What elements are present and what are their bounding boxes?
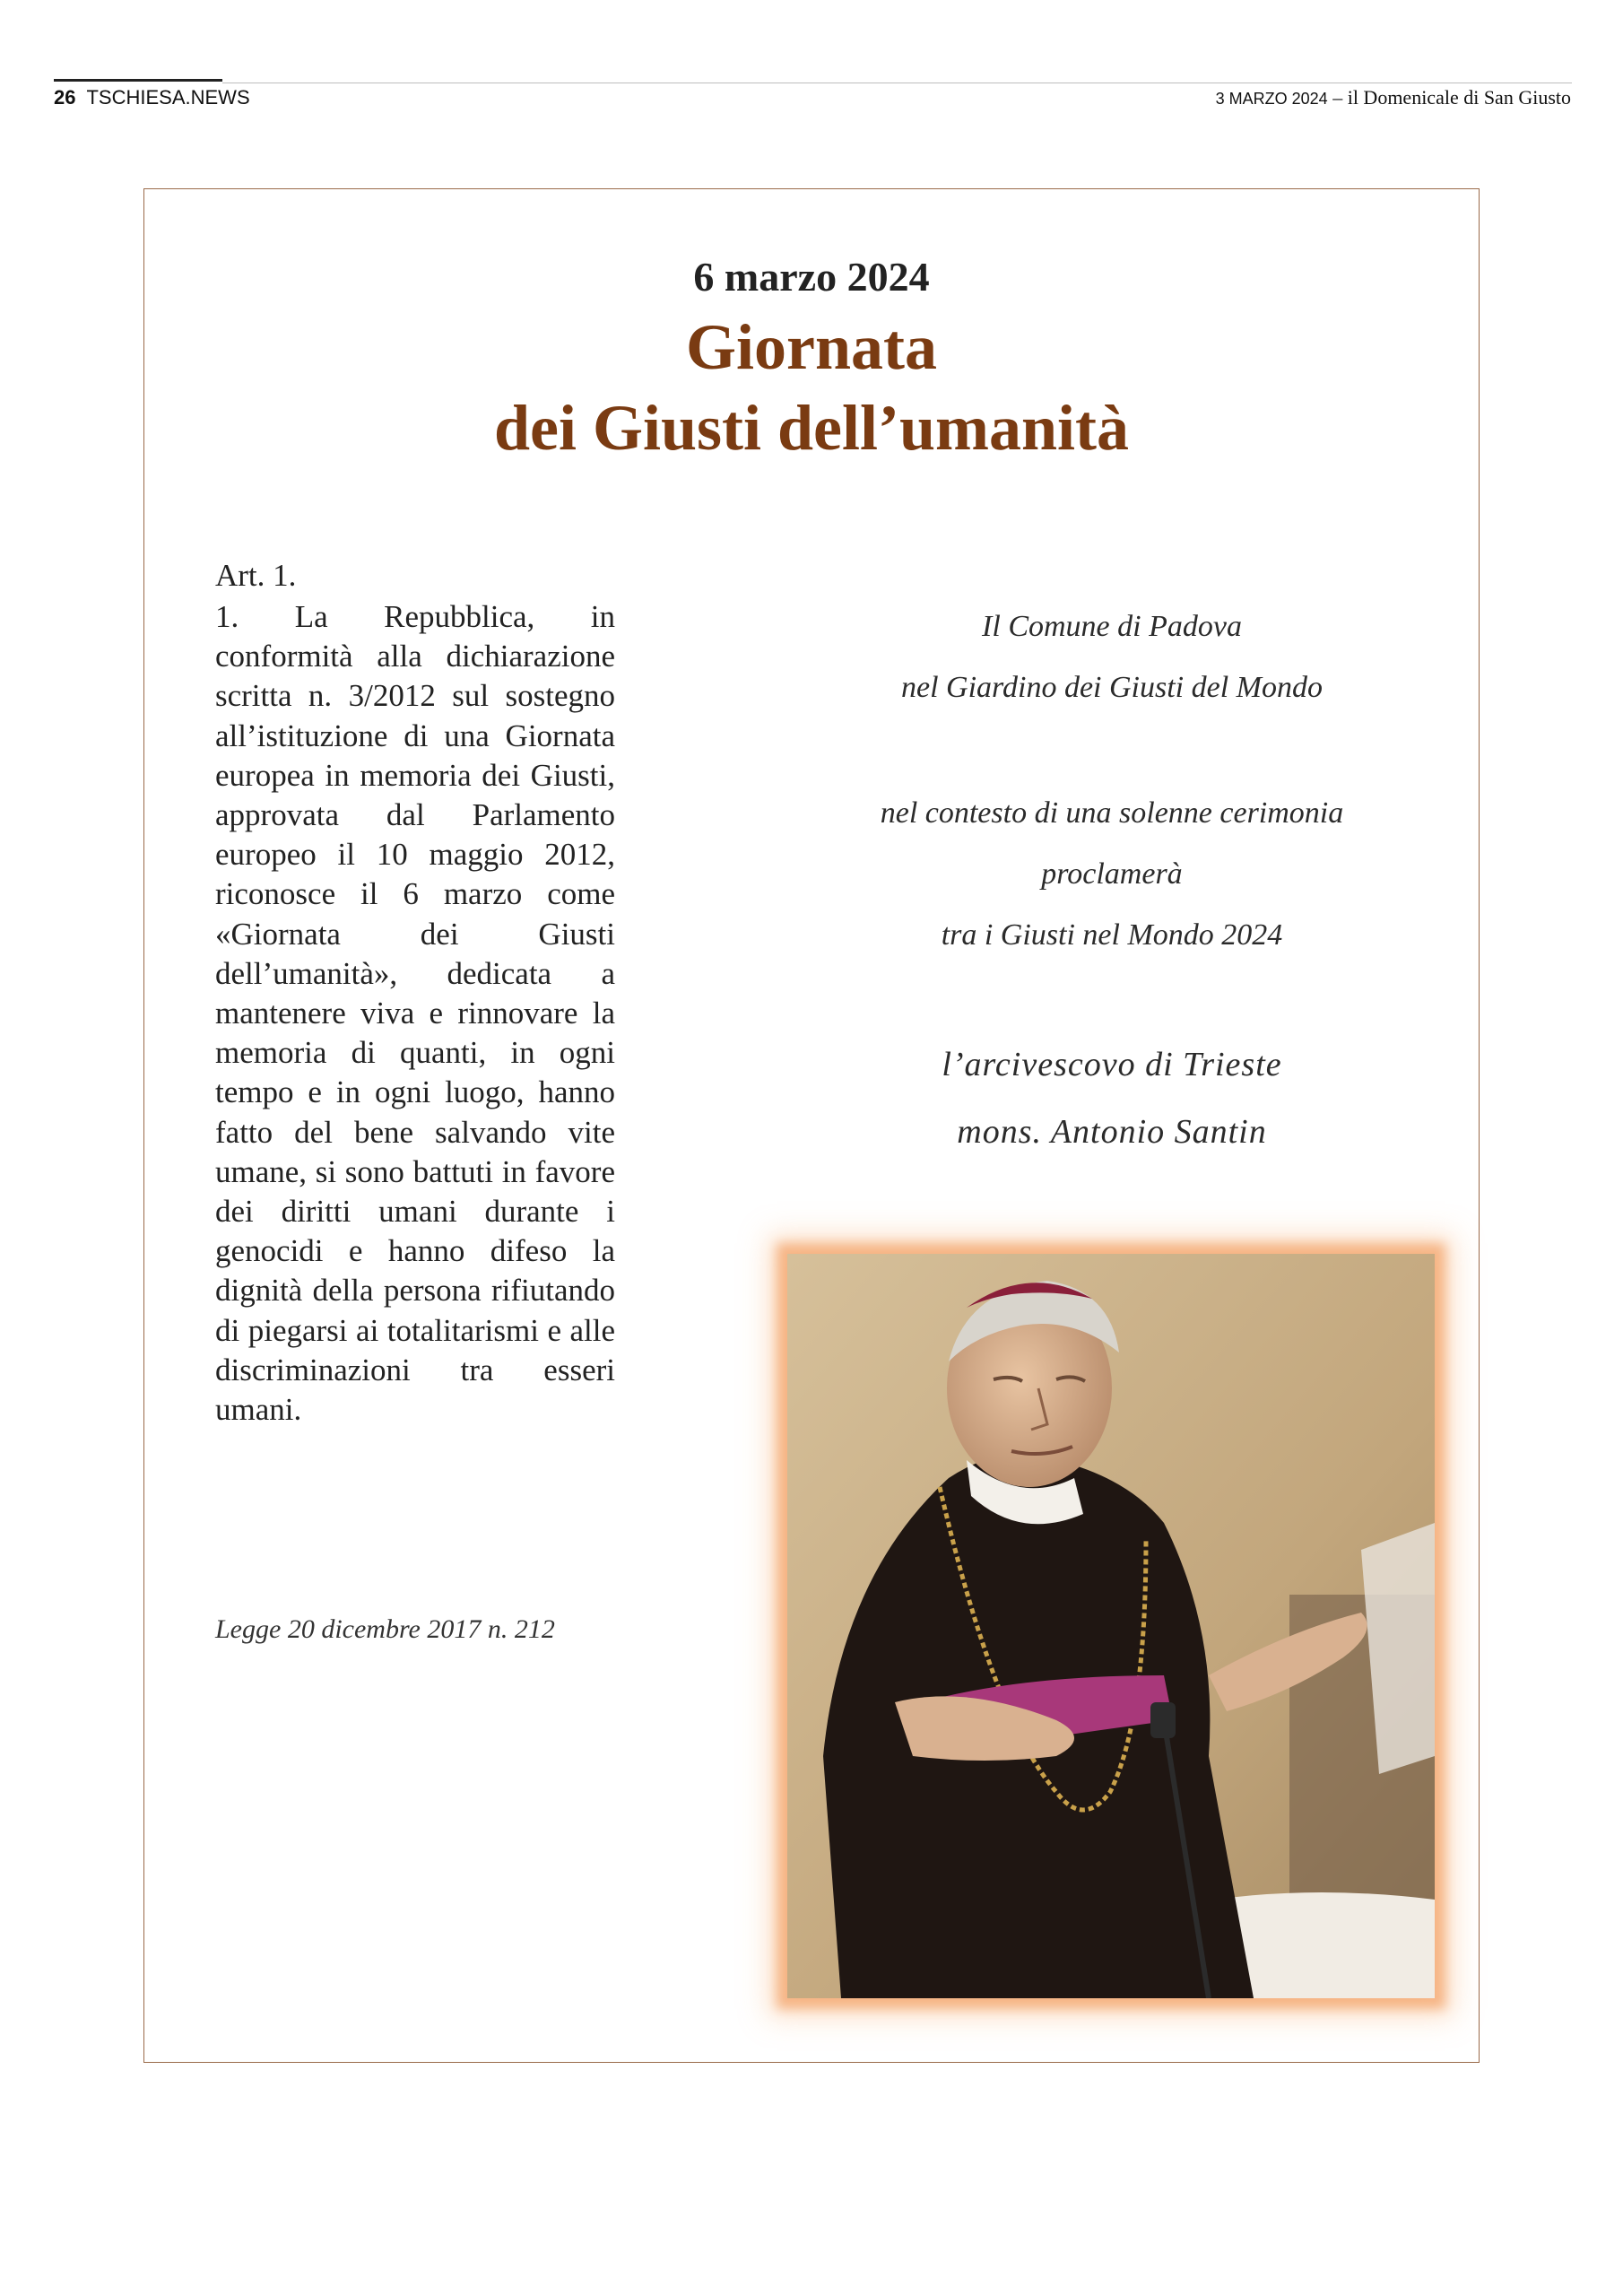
archbishop-photo xyxy=(787,1254,1435,1998)
announcement-honoree-title: l’arcivescovo di Trieste xyxy=(942,1046,1282,1083)
announcement-line1: Il Comune di Padova xyxy=(982,610,1242,643)
article-text: 1. La Repubblica, in conformità alla dichiarazione scritta n. 3/2012 sul sostegno all’istituzione di una Giornata europea in memoria dei Giusti, approvata dal Parlamento europeo il 10 maggio 2012, riconosce il 6 marzo come «Giornata dei Giusti dell’umanità», dedicata a mantenere viva e rinnovare la memoria di quanti, in ogni tempo e in ogni luogo, hanno fatto del bene salvando vite umane, si sono battuti in favore dei diritti umani durante i genocidi e hanno difeso la dignità della persona rifiutando di piegarsi ai totalitarismi e alle discriminazioni tra esseri umani. xyxy=(215,599,615,1428)
announcement-honoree-name: mons. Antonio Santin xyxy=(957,1113,1267,1151)
law-reference: Legge 20 dicembre 2017 n. 212 xyxy=(215,1614,555,1644)
page-number: 26 xyxy=(54,86,76,109)
article-heading: Art. 1. xyxy=(215,558,297,593)
site-name: TSCHIESA.NEWS xyxy=(86,86,250,109)
announcement-line3: nel contesto di una solenne cerimonia xyxy=(880,796,1344,830)
announcement-line2: nel Giardino dei Giusti del Mondo xyxy=(901,671,1323,704)
header-separator: – xyxy=(1332,86,1343,109)
notice-title-line2: dei Giusti dell’umanità xyxy=(493,392,1130,464)
issue-date: 3 MARZO 2024 xyxy=(1215,90,1328,108)
notice-date: 6 marzo 2024 xyxy=(693,254,930,300)
header-rule-accent xyxy=(54,79,222,82)
announcement-line4: proclamerà xyxy=(1041,857,1183,891)
page-header-left xyxy=(54,86,250,109)
announcement-line5: tra i Giusti nel Mondo 2024 xyxy=(941,918,1283,952)
publication-name: il Domenicale di San Giusto xyxy=(1347,86,1571,109)
notice-title-line1: Giornata xyxy=(686,311,937,383)
page-header-right xyxy=(1216,86,1571,109)
archbishop-portrait-image xyxy=(787,1254,1435,1998)
